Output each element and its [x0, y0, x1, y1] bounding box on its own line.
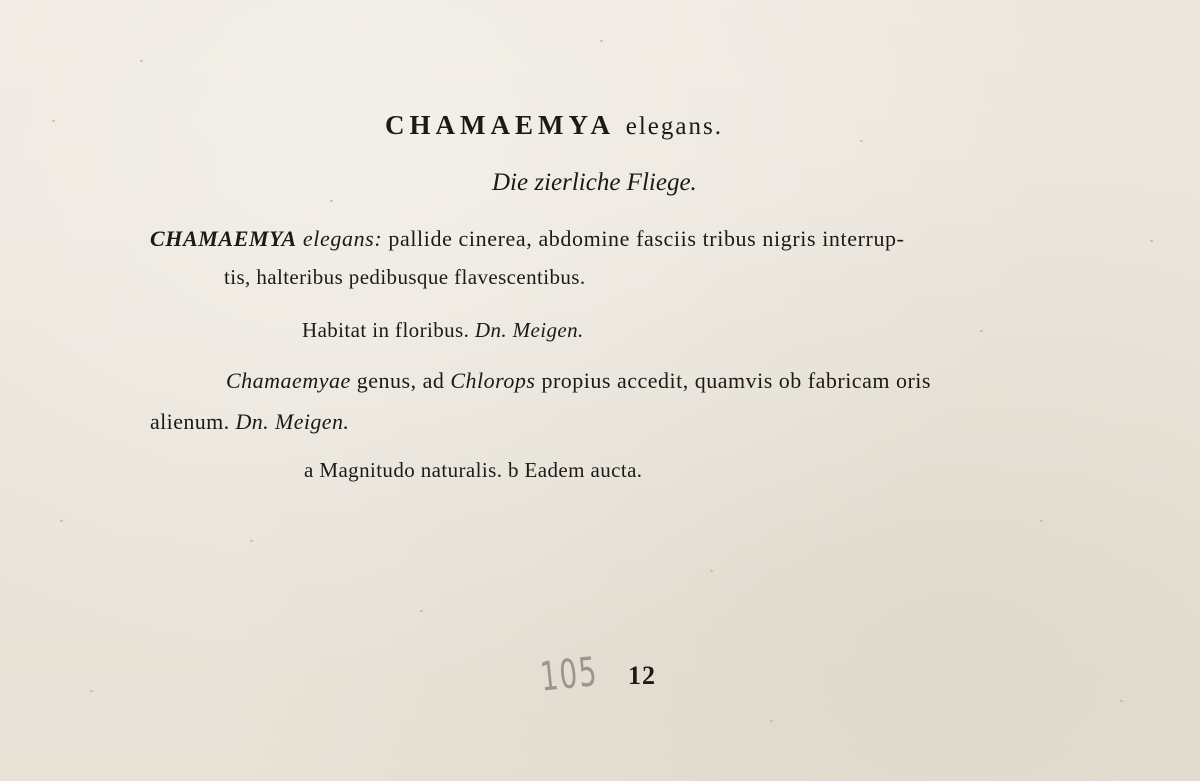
paper-speck — [600, 40, 603, 42]
page-number: 12 — [628, 661, 656, 690]
paper-speck — [860, 140, 863, 142]
paper-speck — [770, 720, 773, 722]
habitat-line — [302, 320, 584, 341]
diagnosis-genus: CHAMAEMYA — [150, 226, 297, 251]
paper-speck — [90, 690, 93, 692]
diagnosis-line-2: tis, halteribus pedibusque flavescentibus. — [224, 265, 586, 289]
diagnosis-species: elegans: — [302, 226, 383, 251]
note-compare-genus: Chlorops — [450, 368, 536, 393]
paper-speck — [52, 120, 55, 122]
page-title — [385, 112, 723, 139]
title-genus: CHAMAEMYA — [385, 110, 615, 140]
note-author: Dn. Meigen. — [235, 409, 350, 434]
diagnosis-text-1: pallide cinerea, abdomine fasciis tribus nigris interrup- — [388, 226, 905, 251]
paper-speck — [710, 570, 713, 572]
note-line-2 — [150, 411, 349, 433]
habitat-author: Dn. Meigen. — [474, 318, 584, 342]
note-text-2: alienum. — [150, 409, 230, 434]
paper-speck — [1120, 700, 1123, 702]
diagnosis-line-1 — [150, 228, 905, 250]
note-line-1 — [226, 370, 931, 392]
note-genus: Chamaemyae — [226, 368, 351, 393]
note-text-a: genus, ad — [356, 368, 445, 393]
paper-speck — [330, 200, 333, 202]
common-name: Die zierliche Fliege. — [492, 169, 697, 196]
paper-speck — [1150, 240, 1153, 242]
pencil-annotation: 105 — [538, 648, 601, 701]
paper-speck — [250, 540, 253, 542]
paper-speck — [420, 610, 423, 612]
note-text-b: propius accedit, quamvis ob fabricam oris — [541, 368, 931, 393]
paper-speck — [140, 60, 143, 62]
habitat-text: Habitat in floribus. — [302, 318, 470, 342]
figure-caption: a Magnitudo naturalis. b Eadem aucta. — [304, 458, 643, 482]
title-species: elegans. — [625, 113, 723, 140]
paper-speck — [60, 520, 63, 522]
paper-speck — [980, 330, 983, 332]
paper-speck — [1040, 520, 1043, 522]
